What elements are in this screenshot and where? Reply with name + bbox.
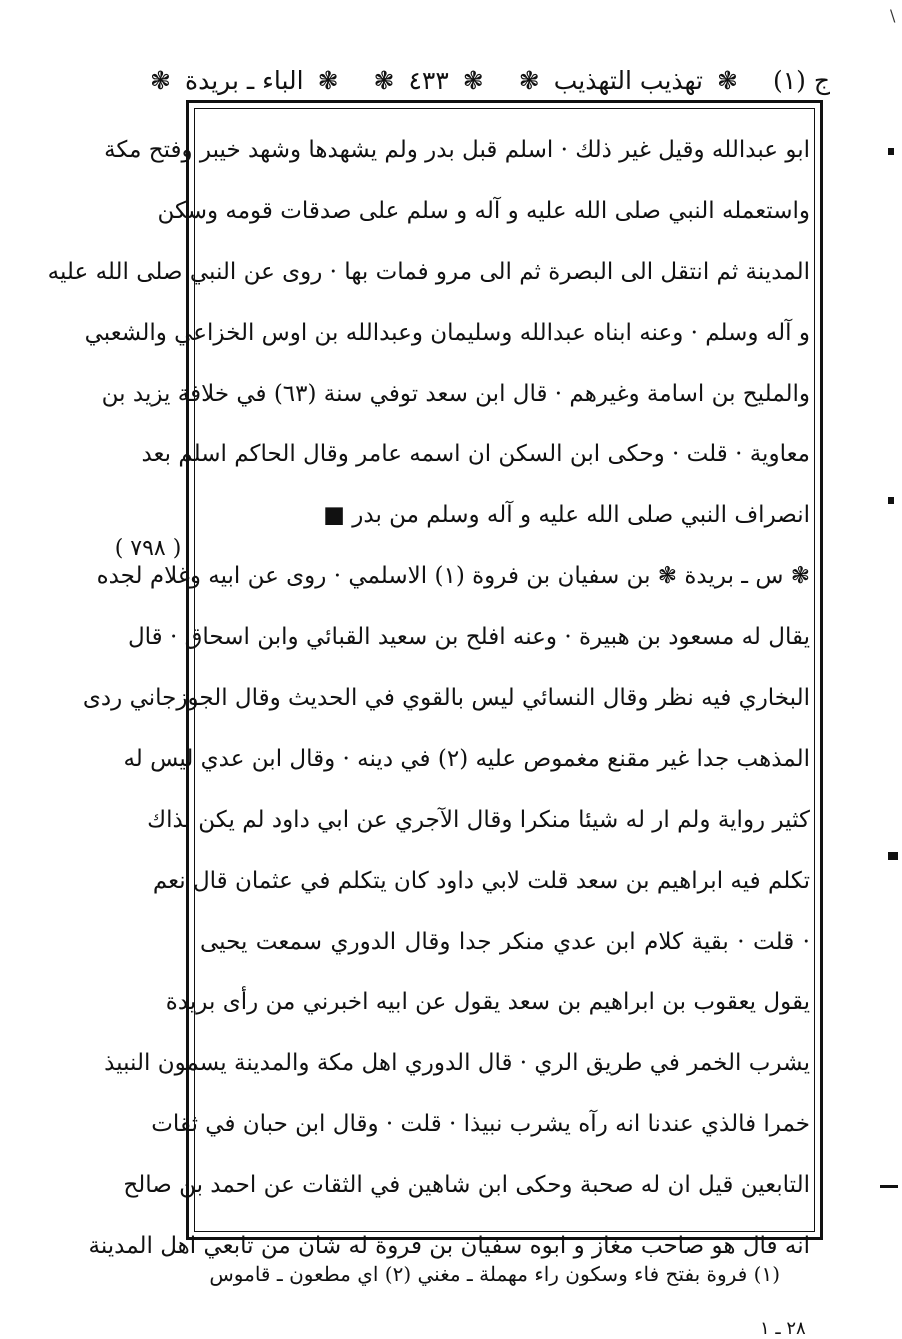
- ornament-icon: ❃: [518, 65, 540, 95]
- text-line: خمرا فالذي عندنا انه رآه يشرب نبيذا · قلت · وقال ابن حبان في ثقات: [151, 1111, 810, 1138]
- text-line: واستعمله النبي صلى الله عليه و آله و سلم على صدقات قومه وسكن: [157, 197, 810, 224]
- text-line: يقال له مسعود بن هبيرة · وعنه افلح بن سعيد القبائي وابن اسحاق · قال: [127, 624, 810, 651]
- ornament-icon: ❃: [317, 65, 339, 95]
- signature-mark: ٢٨ ـ ١: [760, 1318, 806, 1339]
- text-line: تكلم فيه ابراهيم بن سعد قلت لابي داود كان يتكلم في عثمان قال نعم: [152, 867, 810, 894]
- text-line: المدينة ثم انتقل الى البصرة ثم الى مرو فمات بها · روى عن النبي صلى الله عليه: [47, 258, 810, 285]
- text-line: · قلت · بقية كلام ابن عدي منكر جدا وقال الدوري سمعت يحيى: [200, 928, 810, 955]
- text-line: يشرب الخمر في طريق الري · قال الدوري اهل مكة والمدينة يسمون النبيذ: [104, 1050, 810, 1077]
- text-line: و آله وسلم · وعنه ابناه عبدالله وسليمان وعبدالله بن اوس الخزاعي والشعبي: [84, 319, 810, 346]
- ornament-icon: ❃: [462, 65, 484, 95]
- text-line: انصراف النبي صلى الله عليه و آله وسلم من بدر ■: [323, 502, 810, 529]
- volume-label: ج (١): [772, 65, 830, 95]
- book-title: تهذيب التهذيب: [553, 65, 704, 95]
- entry-number: ( ٧٩٨ ): [114, 536, 182, 561]
- entry-heading-line: ❃ س ـ بريدة ❃ بن سفيان بن فروة (١) الاسلمي · روى عن ابيه وغلام لجده: [96, 563, 810, 590]
- text-line: المذهب جدا غير مقنع مغموص عليه (٢) في دينه · وقال ابن عدي ليس له: [123, 745, 810, 772]
- page-number: ٤٣٣: [408, 65, 449, 95]
- margin-dot: [888, 852, 898, 860]
- margin-dash: [880, 1185, 898, 1188]
- running-header: [150, 60, 830, 100]
- text-line: التابعين قيل ان له صحبة وحكى ابن شاهين في الثقات عن احمد بن صالح: [123, 1172, 810, 1199]
- section-group: [150, 66, 339, 95]
- margin-dot: [888, 497, 894, 504]
- text-line: البخاري فيه نظر وقال النسائي ليس بالقوي في الحديث وقال الجوزجاني ردى: [82, 685, 810, 712]
- ornament-icon: ❃: [717, 65, 738, 95]
- text-line: ابو عبدالله وقيل غير ذلك · اسلم قبل بدر ولم يشهدها وشهد خيبر وفتح مكة: [104, 137, 810, 163]
- ornament-icon: ❃: [373, 65, 395, 95]
- header-title-group: [519, 66, 738, 95]
- text-line: يقول يعقوب بن ابراهيم بن سعد يقول عن ابيه اخبرني من رأى بريدة: [165, 989, 810, 1016]
- text-line: انه قال هو صاحب مغاز و ابوه سفيان بن فروة له شان من تابعي اهل المدينة: [88, 1233, 810, 1260]
- ornament-icon: ❃: [150, 65, 171, 95]
- text-line: والمليح بن اسامة وغيرهم · قال ابن سعد توفي سنة (٦٣) في خلافة يزيد بن: [101, 380, 810, 407]
- footnote: (١) فروة بفتح فاء وسكون راء مهملة ـ مغني (٢) اي مطعون ـ قاموس: [209, 1262, 780, 1286]
- page-number-group: [374, 66, 484, 95]
- text-line: كثير رواية ولم ار له شيئا منكرا وقال الآجري عن ابي داود لم يكن بذاك: [147, 806, 810, 833]
- section-title: الباء ـ بريدة: [184, 65, 304, 95]
- page-corner-mark: \: [890, 6, 896, 25]
- text-line: معاوية · قلت · وحكى ابن السكن ان اسمه عامر وقال الحاكم اسلم بعد: [141, 441, 810, 468]
- margin-dot: [888, 148, 894, 155]
